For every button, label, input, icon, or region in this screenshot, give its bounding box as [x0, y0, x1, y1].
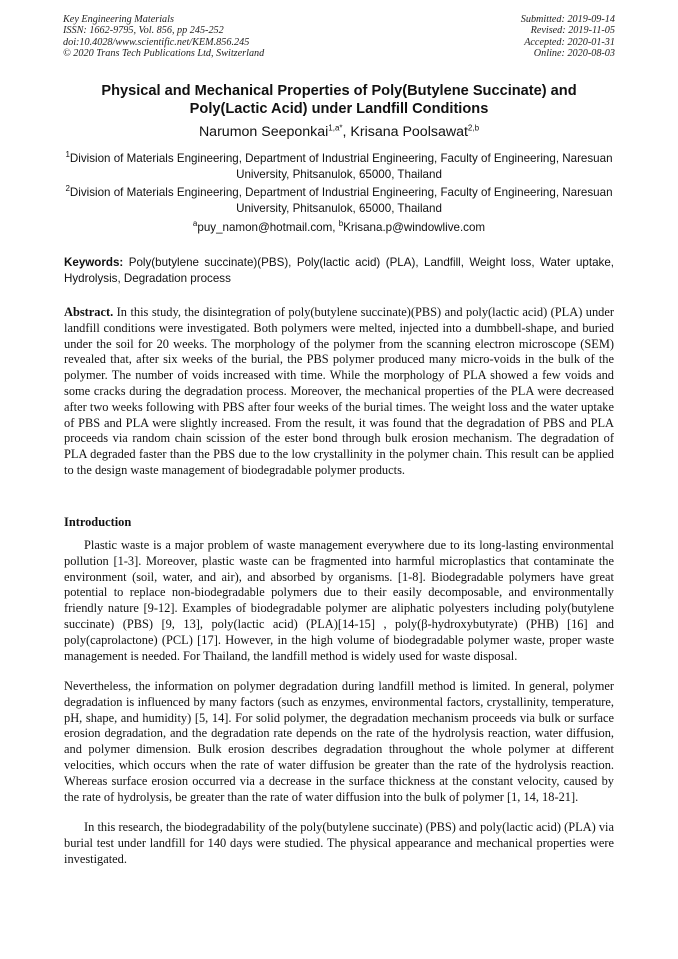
doi-line: doi:10.4028/www.scientific.net/KEM.856.245 — [63, 36, 250, 48]
submitted-date: Submitted: 2019-09-14 — [520, 14, 615, 25]
accepted-date: Accepted: 2020-01-31 — [524, 36, 615, 48]
keywords-label: Keywords: — [64, 256, 124, 269]
affiliation-number: 1 — [65, 150, 70, 160]
author-emails — [62, 220, 616, 235]
email-address[interactable]: Krisana.p@windowlive.com — [343, 221, 486, 234]
abstract-label: Abstract. — [64, 305, 114, 319]
author-name: Krisana Poolsawat — [350, 124, 468, 140]
issn-line: ISSN: 1662-9795, Vol. 856, pp 245-252 — [63, 25, 224, 37]
author-superscript: 2,b — [467, 123, 480, 133]
journal-name: Key Engineering Materials — [63, 14, 174, 25]
section-heading: Introduction — [64, 515, 132, 529]
affiliation-1 — [62, 151, 616, 183]
copyright-line: © 2020 Trans Tech Publications Ltd, Switzerland — [63, 48, 265, 60]
submission-dates — [521, 14, 615, 60]
online-date: Online: 2020-08-03 — [533, 48, 615, 60]
affiliation-number: 2 — [65, 184, 70, 194]
abstract — [64, 305, 614, 479]
author-list — [62, 123, 616, 141]
paper-title: Physical and Mechanical Properties of Poly(Butylene Succinate) and Poly(Lactic Acid) under Landfill Conditions — [101, 83, 577, 117]
email-separator: , — [332, 221, 339, 234]
affiliation-text: Division of Materials Engineering, Department of Industrial Engineering, Faculty of Engineering, Naresuan University, Phitsanulok, 65000, Thailand — [69, 186, 613, 215]
body-paragraph: In this research, the biodegradability of the poly(butylene succinate) (PBS) and poly(lactic acid) (PLA) via burial test under landfill for 140 days were studied. The physical appearance and mechanical properties were investigated. — [64, 820, 614, 866]
abstract-text: In this study, the disintegration of poly(butylene succinate)(PBS) and poly(lactic acid) (PLA) under landfill conditions were investigated. Both polymers were melted, injected into a dumbbell-shape, and buried under the soil for 20 weeks. The morphology of the polymer from the scanning electron microscope (SEM) revealed that, after six weeks of the burial, the PBS polymer produced many micro-voids in the bulk of the polymer. The number of voids increased with time. While the morphology of PLA showed a few voids and some cracks during the degradation process. Moreover, the mechanical properties of the PLA were decreased after two weeks following with PBS after four weeks of the burial times. The weight loss and the water uptake of PBS and PLA were slightly increased. From the result, it was found that the degradation of PBS and PLA proceeds via random chain scission of the ester bond through bulk erosion mechanism. The degradation of PLA degraded faster than the PBS due to the low crystallinity in the polymer chain. This result can be applied to the design waste management of biodegradable polymer products. — [64, 305, 614, 477]
journal-info — [63, 14, 264, 60]
affiliation-text: Division of Materials Engineering, Department of Industrial Engineering, Faculty of Engineering, Naresuan University, Phitsanulok, 65000, Thailand — [69, 152, 613, 181]
keywords-text: Poly(butylene succinate)(PBS), Poly(lactic acid) (PLA), Landfill, Weight loss, Water uptake, Hydrolysis, Degradation process — [64, 256, 614, 285]
author-superscript: 1,a* — [328, 123, 343, 133]
email-superscript: b — [338, 219, 344, 229]
body-paragraph: Plastic waste is a major problem of waste management everywhere due to its long-lasting environmental pollution [1-3]. Moreover, plastic waste can be fragmented into harmful microplastics that contaminate the environment (soil, water, and air), and absorbed by organisms. [1-8]. Biodegradable polymers have great potential to replace non-biodegradable polymers due to their easily decomposable, and environmentally friendly nature [9-12]. Examples of biodegradable polymer are aliphatic polyesters including poly(butylene succinate) (PBS) [9, 13], poly(lactic acid) (PLA)[14-15] , poly(β-hydroxybutyrate) (PHB) [16] and poly(caprolactone) (PCL) [17]. However, in the high volume of biodegradable polymer waste, proper waste management is needed. For Thailand, the landfill method is widely used for waste disposal. — [64, 538, 614, 663]
author-name: Narumon Seeponkai — [198, 124, 329, 140]
keywords — [64, 255, 614, 286]
body-paragraph: Nevertheless, the information on polymer degradation during landfill method is limited. In general, polymer degradation is influenced by many factors (such as enzymes, environmental factors, crystallinity, temperature, pH, shape, and humidity) [5, 14]. For solid polymer, the degradation mechanism proceeds via bulk or surface erosion degradation, and the degradation rate depends on the rate of the hydrolysis reaction, water diffusion, and polymer dimension. Bulk erosion describes degradation throughout the whole polymer at different velocities, which occurs when the rate of water diffusion be greater than the rate of the hydrolysis reaction. Whereas surface erosion occurred via a decrease in the surface thickness at the constant velocity, caused by the rate of hydrolysis, be greater than the rate of water diffusion into the bulk of polymer [1, 14, 18-21]. — [64, 679, 614, 804]
email-superscript: a — [192, 219, 198, 229]
revised-date: Revised: 2019-11-05 — [530, 25, 615, 37]
affiliation-2 — [62, 185, 616, 217]
email-address[interactable]: puy_namon@hotmail.com — [197, 221, 333, 234]
author-separator: , — [342, 124, 351, 140]
